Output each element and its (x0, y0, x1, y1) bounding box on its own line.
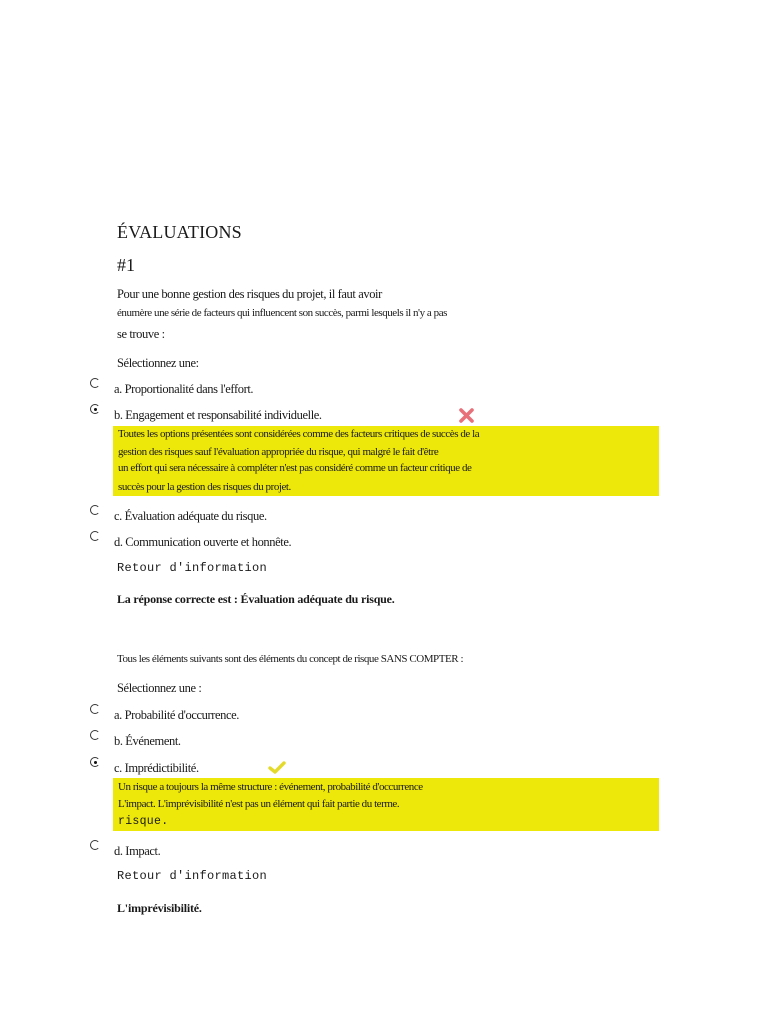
question2-option-a-label[interactable]: a. Probabilité d'occurrence. (114, 708, 240, 722)
question1-option-b-radio[interactable] (90, 404, 100, 414)
question2-option-b-label[interactable]: b. Événement. (114, 734, 181, 748)
question2-option-c-label[interactable]: c. Imprédictibilité. (114, 761, 199, 775)
question1-retour-label: Retour d'information (117, 561, 268, 575)
question-number: #1 (117, 255, 135, 275)
x-icon (459, 408, 474, 423)
question1-feedback-line-2: gestion des risques sauf l'évaluation appropriée du risque, qui malgré le fait d'être (118, 446, 439, 458)
question1-select-label: Sélectionnez une: (117, 356, 199, 370)
question2-prompt: Tous les éléments suivants sont des éléments du concept de risque SANS COMPTER : (117, 653, 464, 665)
question2-option-b-radio[interactable] (90, 730, 100, 740)
question1-feedback-line-3: un effort qui sera nécessaire à compléter n'est pas considéré comme un facteur critique de (118, 462, 472, 474)
question1-option-a-radio[interactable] (90, 378, 100, 388)
question1-option-c-label[interactable]: c. Évaluation adéquate du risque. (114, 509, 267, 523)
question1-option-a-label[interactable]: a. Proportionalité dans l'effort. (114, 382, 254, 396)
page-title: ÉVALUATIONS (117, 222, 242, 242)
question1-prompt-line-1: Pour une bonne gestion des risques du projet, il faut avoir (117, 287, 382, 301)
question1-prompt-line-2: énumère une série de facteurs qui influencent son succès, parmi lesquels il n'y a pas (117, 307, 447, 319)
question1-option-d-label[interactable]: d. Communication ouverte et honnête. (114, 535, 292, 549)
question2-retour-label: Retour d'information (117, 869, 268, 883)
question1-option-b-label[interactable]: b. Engagement et responsabilité individuelle. (114, 408, 322, 422)
question1-option-c-radio[interactable] (90, 505, 100, 515)
question2-feedback (113, 778, 659, 831)
question1-feedback (113, 426, 659, 496)
question1-prompt-line-3: se trouve : (117, 327, 165, 341)
question1-correct-answer: La réponse correcte est : Évaluation adéquate du risque. (117, 592, 395, 606)
question2-correct-answer: L'imprévisibilité. (117, 901, 202, 915)
question2-option-a-radio[interactable] (90, 704, 100, 714)
question2-option-d-label[interactable]: d. Impact. (114, 844, 161, 858)
question2-feedback-line-1: Un risque a toujours la même structure : événement, probabilité d'occurrence (118, 781, 423, 793)
question2-select-label: Sélectionnez une : (117, 681, 202, 695)
check-icon (268, 760, 286, 775)
question1-feedback-line-1: Toutes les options présentées sont considérées comme des facteurs critiques de succès de la (118, 428, 480, 440)
question2-option-c-radio[interactable] (90, 757, 100, 767)
question2-feedback-line-2: L'impact. L'imprévisibilité n'est pas un élément qui fait partie du terme. (118, 798, 400, 810)
question2-option-d-radio[interactable] (90, 840, 100, 850)
question1-feedback-line-4: succès pour la gestion des risques du projet. (118, 481, 291, 493)
question1-option-d-radio[interactable] (90, 531, 100, 541)
question2-feedback-line-3: risque. (118, 815, 169, 828)
